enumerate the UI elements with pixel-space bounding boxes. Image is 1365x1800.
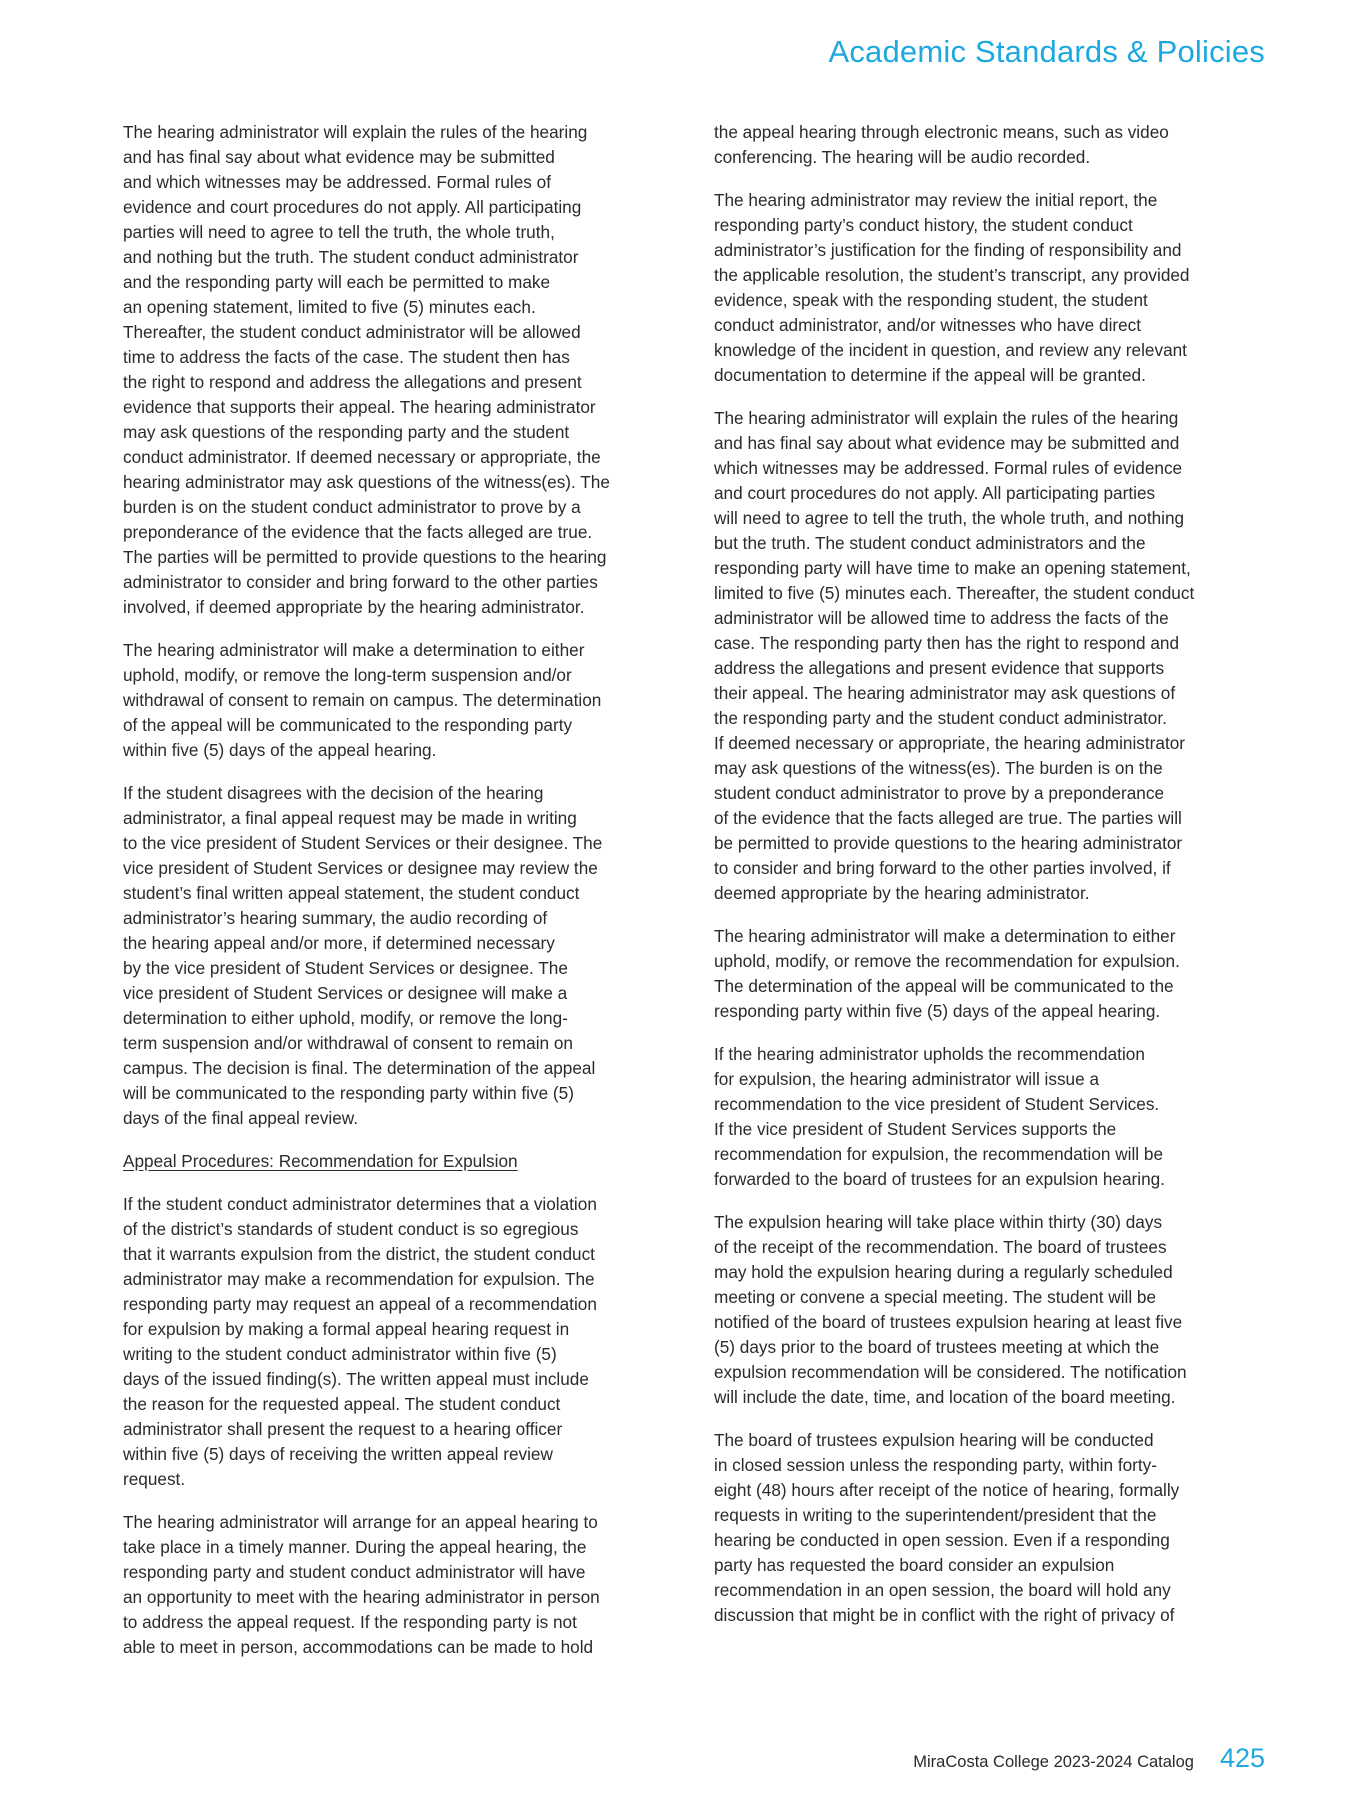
text-line: campus. The decision is final. The determination of the appeal (123, 1058, 596, 1078)
text-line: responding party and student conduct administrator will have (123, 1562, 586, 1582)
text-line: will be communicated to the responding party within five (5) (123, 1083, 574, 1103)
paragraph (123, 638, 683, 763)
text-line: to address the appeal request. If the responding party is not (123, 1612, 577, 1632)
text-line: which witnesses may be addressed. Formal rules of evidence (714, 458, 1183, 478)
text-line: the right to respond and address the allegations and present (123, 372, 582, 392)
text-line: student conduct administrator to prove by a preponderance (714, 783, 1165, 803)
text-line: to the vice president of Student Services or their designee. The (123, 833, 603, 853)
text-line: to consider and bring forward to the other parties involved, if (714, 858, 1171, 878)
text-line: administrator shall present the request to a hearing officer (123, 1419, 563, 1439)
text-line: The hearing administrator will arrange for an appeal hearing to (123, 1512, 598, 1532)
text-line: the responding party and the student conduct administrator. (714, 708, 1167, 728)
text-line: administrator’s justification for the finding of responsibility and (714, 240, 1182, 260)
paragraph (714, 406, 1276, 906)
text-line: uphold, modify, or remove the recommendation for expulsion. (714, 951, 1180, 971)
text-line: parties will need to agree to tell the truth, the whole truth, (123, 222, 555, 242)
text-line: If the vice president of Student Services supports the (714, 1119, 1117, 1139)
text-line: of the district’s standards of student conduct is so egregious (123, 1219, 579, 1239)
text-line: evidence that supports their appeal. The hearing administrator (123, 397, 596, 417)
paragraph (123, 781, 683, 1131)
text-line: and the responding party will each be permitted to make (123, 272, 551, 292)
text-line: hearing be conducted in open session. Even if a responding (714, 1530, 1170, 1550)
text-line: the reason for the requested appeal. The student conduct (123, 1394, 561, 1414)
text-line: student’s final written appeal statement, the student conduct (123, 883, 580, 903)
text-line: The parties will be permitted to provide questions to the hearing (123, 547, 607, 567)
text-line: deemed appropriate by the hearing administrator. (714, 883, 1090, 903)
paragraph (123, 1192, 683, 1492)
text-line: responding party’s conduct history, the student conduct (714, 215, 1133, 235)
text-line: able to meet in person, accommodations can be made to hold (123, 1637, 594, 1657)
text-line: Thereafter, the student conduct administrator will be allowed (123, 322, 581, 342)
text-line: administrator’s hearing summary, the audio recording of (123, 908, 548, 928)
page-number: 425 (1219, 1743, 1265, 1773)
text-line: writing to the student conduct administrator within five (5) (123, 1344, 557, 1364)
text-line: their appeal. The hearing administrator may ask questions of (714, 683, 1176, 703)
text-line: eight (48) hours after receipt of the notice of hearing, formally (714, 1480, 1180, 1500)
text-line: may hold the expulsion hearing during a regularly scheduled (714, 1262, 1173, 1282)
paragraph (714, 924, 1276, 1024)
text-line: The board of trustees expulsion hearing will be conducted (714, 1430, 1154, 1450)
text-line: within five (5) days of the appeal hearing. (123, 740, 437, 760)
text-line: and nothing but the truth. The student conduct administrator (123, 247, 579, 267)
text-line: party has requested the board consider an expulsion (714, 1555, 1115, 1575)
text-line: request. (123, 1469, 186, 1489)
text-line: address the allegations and present evidence that supports (714, 658, 1165, 678)
text-line: administrator, a final appeal request may be made in writing (123, 808, 577, 828)
text-line: discussion that might be in conflict with the right of privacy of (714, 1605, 1175, 1625)
subheading-appeal-expulsion: Appeal Procedures: Recommendation for Expulsion (123, 1151, 518, 1171)
text-line: The hearing administrator will make a determination to either (123, 640, 585, 660)
text-line: documentation to determine if the appeal will be granted. (714, 365, 1146, 385)
text-line: in closed session unless the responding party, within forty- (714, 1455, 1157, 1475)
text-line: that it warrants expulsion from the district, the student conduct (123, 1244, 595, 1264)
text-line: vice president of Student Services or designee may review the (123, 858, 598, 878)
text-line: responding party within five (5) days of the appeal hearing. (714, 1001, 1161, 1021)
paragraph (714, 1042, 1276, 1192)
text-line: take place in a timely manner. During the appeal hearing, the (123, 1537, 587, 1557)
text-line: and which witnesses may be addressed. Formal rules of (123, 172, 551, 192)
text-line: responding party will have time to make an opening statement, (714, 558, 1191, 578)
text-line: case. The responding party then has the right to respond and (714, 633, 1180, 653)
text-line: If the student conduct administrator determines that a violation (123, 1194, 597, 1214)
text-line: the applicable resolution, the student’s transcript, any provided (714, 265, 1190, 285)
paragraph (123, 1510, 683, 1660)
text-line: The expulsion hearing will take place within thirty (30) days (714, 1212, 1163, 1232)
text-line: burden is on the student conduct administrator to prove by a (123, 497, 581, 517)
left-column (123, 120, 683, 1678)
text-line: recommendation for expulsion, the recommendation will be (714, 1144, 1164, 1164)
text-line: term suspension and/or withdrawal of consent to remain on (123, 1033, 573, 1053)
text-line: be permitted to provide questions to the hearing administrator (714, 833, 1183, 853)
right-column (714, 120, 1276, 1646)
paragraph (714, 1210, 1276, 1410)
text-line: The hearing administrator will explain the rules of the hearing (123, 122, 588, 142)
text-line: days of the final appeal review. (123, 1108, 359, 1128)
right-paragraphs (714, 120, 1276, 1628)
text-line: The hearing administrator will explain the rules of the hearing (714, 408, 1179, 428)
text-line: determination to either uphold, modify, or remove the long- (123, 1008, 568, 1028)
text-line: The hearing administrator will make a determination to either (714, 926, 1176, 946)
catalog-label: MiraCosta College 2023-2024 Catalog (913, 1753, 1194, 1771)
text-line: conduct administrator. If deemed necessary or appropriate, the (123, 447, 601, 467)
text-line: evidence, speak with the responding student, the student (714, 290, 1148, 310)
text-line: an opportunity to meet with the hearing administrator in person (123, 1587, 600, 1607)
text-line: and court procedures do not apply. All participating parties (714, 483, 1156, 503)
text-line: meeting or convene a special meeting. The student will be (714, 1287, 1157, 1307)
left-paragraphs-after (123, 1192, 683, 1660)
text-line: days of the issued finding(s). The written appeal must include (123, 1369, 589, 1389)
left-paragraphs (123, 120, 683, 1131)
text-line: The determination of the appeal will be communicated to the (714, 976, 1174, 996)
text-line: If deemed necessary or appropriate, the hearing administrator (714, 733, 1186, 753)
text-line: hearing administrator may ask questions of the witness(es). The (123, 472, 610, 492)
text-line: involved, if deemed appropriate by the hearing administrator. (123, 597, 585, 617)
text-line: If the hearing administrator upholds the recommendation (714, 1044, 1145, 1064)
text-line: forwarded to the board of trustees for an expulsion hearing. (714, 1169, 1165, 1189)
text-line: administrator to consider and bring forward to the other parties (123, 572, 598, 592)
text-line: responding party may request an appeal of a recommendation (123, 1294, 597, 1314)
text-line: limited to five (5) minutes each. Thereafter, the student conduct (714, 583, 1195, 603)
text-line: of the receipt of the recommendation. The board of trustees (714, 1237, 1167, 1257)
text-line: (5) days prior to the board of trustees meeting at which the (714, 1337, 1160, 1357)
text-line: The hearing administrator may review the initial report, the (714, 190, 1158, 210)
text-line: notified of the board of trustees expulsion hearing at least five (714, 1312, 1183, 1332)
paragraph (714, 188, 1276, 388)
text-line: by the vice president of Student Services or designee. The (123, 958, 568, 978)
text-line: recommendation in an open session, the board will hold any (714, 1580, 1171, 1600)
section-title: Academic Standards & Policies (828, 34, 1265, 69)
paragraph (714, 1428, 1276, 1628)
text-line: administrator may make a recommendation for expulsion. The (123, 1269, 595, 1289)
text-line: conduct administrator, and/or witnesses who have direct (714, 315, 1142, 335)
paragraph (714, 120, 1276, 170)
text-line: time to address the facts of the case. The student then has (123, 347, 570, 367)
text-line: withdrawal of consent to remain on campus. The determination (123, 690, 602, 710)
text-line: If the student disagrees with the decision of the hearing (123, 783, 544, 803)
text-line: preponderance of the evidence that the facts alleged are true. (123, 522, 593, 542)
text-line: may ask questions of the witness(es). The burden is on the (714, 758, 1163, 778)
text-line: for expulsion by making a formal appeal hearing request in (123, 1319, 570, 1339)
text-line: will include the date, time, and location of the board meeting. (714, 1387, 1176, 1407)
text-line: of the appeal will be communicated to the responding party (123, 715, 573, 735)
text-line: the appeal hearing through electronic means, such as video (714, 122, 1169, 142)
text-line: the hearing appeal and/or more, if determined necessary (123, 933, 555, 953)
text-line: requests in writing to the superintendent/president that the (714, 1505, 1157, 1525)
page-footer (913, 1743, 1265, 1774)
text-line: for expulsion, the hearing administrator will issue a (714, 1069, 1099, 1089)
text-line: within five (5) days of receiving the written appeal review (123, 1444, 553, 1464)
paragraph (123, 120, 683, 620)
text-line: knowledge of the incident in question, and review any relevant (714, 340, 1187, 360)
text-line: conferencing. The hearing will be audio recorded. (714, 147, 1091, 167)
text-line: will need to agree to tell the truth, the whole truth, and nothing (714, 508, 1185, 528)
text-line: recommendation to the vice president of Student Services. (714, 1094, 1160, 1114)
text-line: uphold, modify, or remove the long-term suspension and/or (123, 665, 572, 685)
text-line: vice president of Student Services or designee will make a (123, 983, 568, 1003)
text-line: may ask questions of the responding party and the student (123, 422, 570, 442)
text-line: an opening statement, limited to five (5) minutes each. (123, 297, 536, 317)
text-line: evidence and court procedures do not apply. All participating (123, 197, 582, 217)
text-line: and has final say about what evidence may be submitted and (714, 433, 1180, 453)
text-line: expulsion recommendation will be considered. The notification (714, 1362, 1187, 1382)
text-line: administrator will be allowed time to address the facts of the (714, 608, 1169, 628)
text-line: but the truth. The student conduct administrators and the (714, 533, 1146, 553)
text-line: and has final say about what evidence may be submitted (123, 147, 555, 167)
text-line: of the evidence that the facts alleged are true. The parties will (714, 808, 1182, 828)
